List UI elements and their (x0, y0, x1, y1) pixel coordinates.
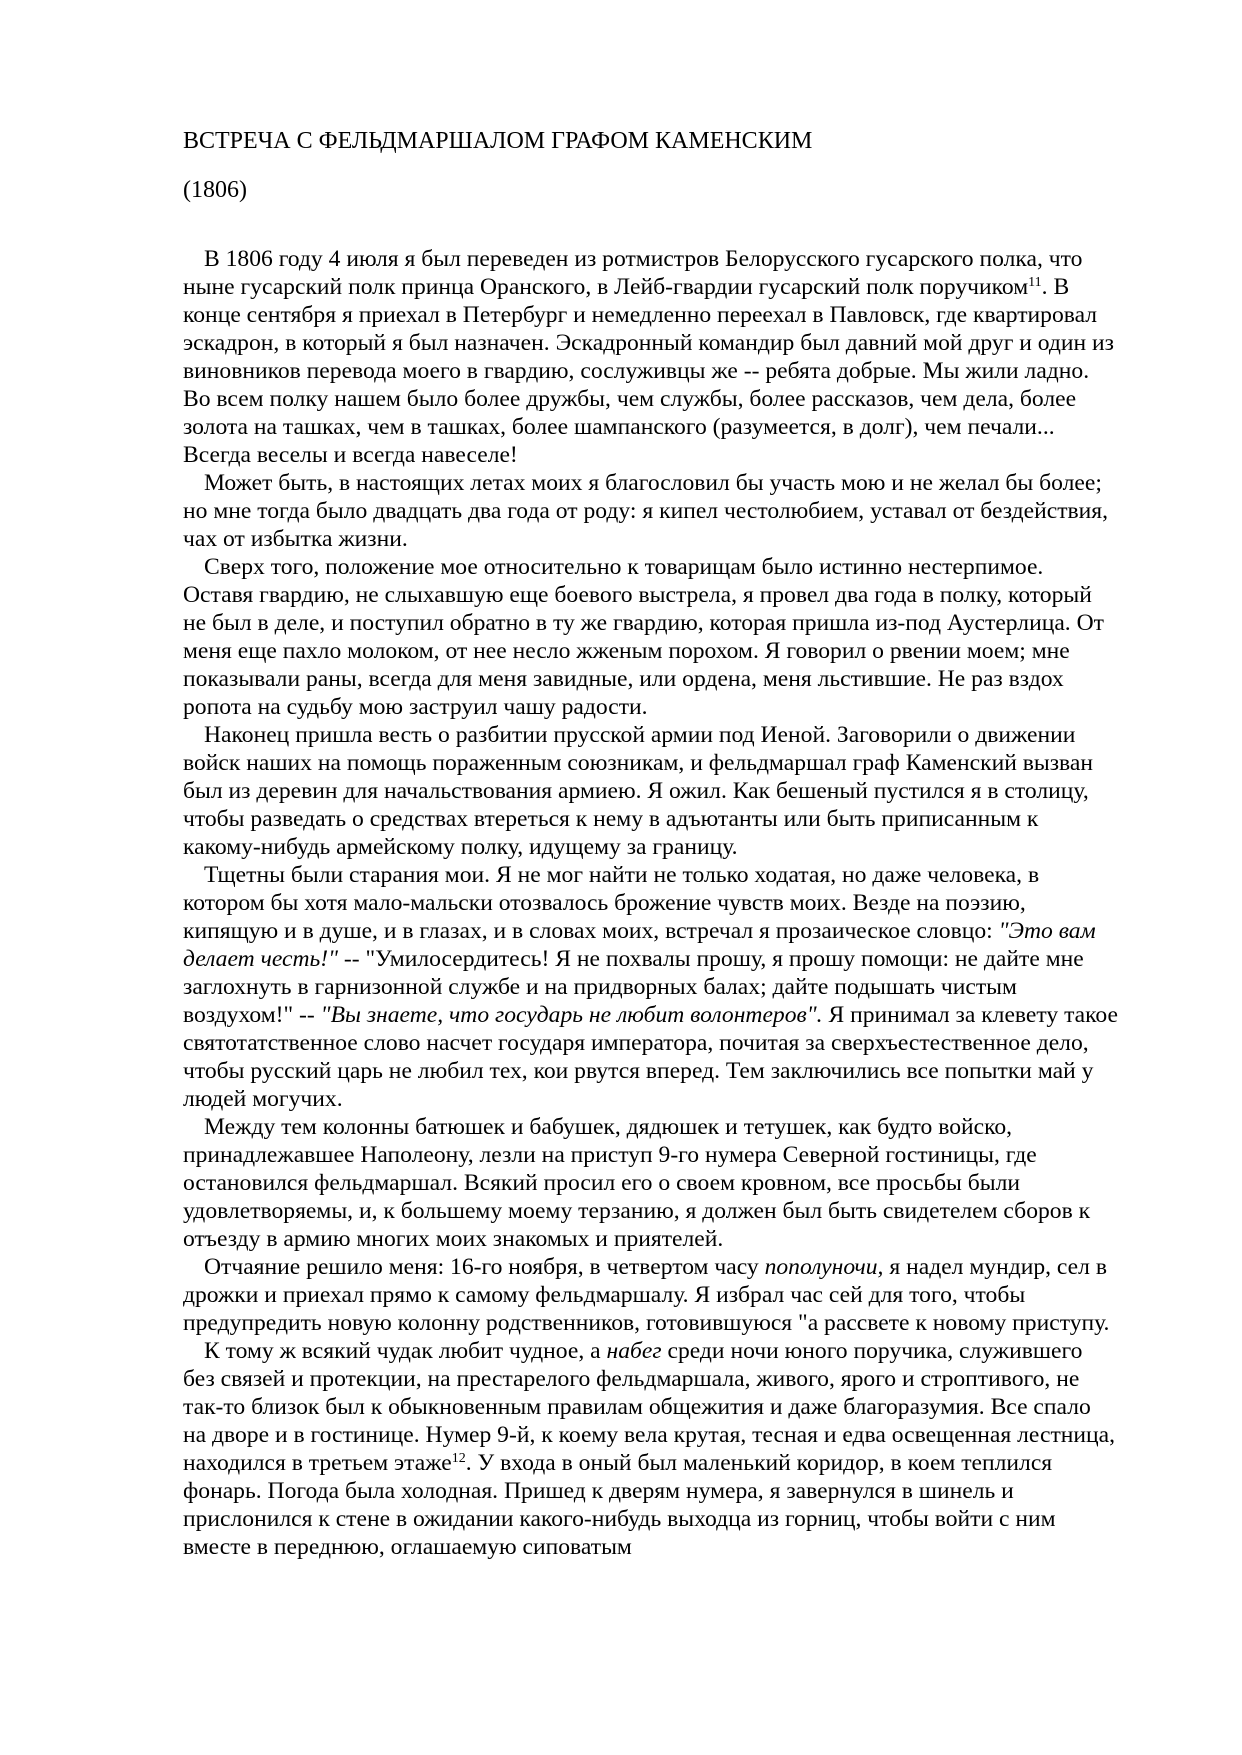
paragraph-8-text-a: К тому ж всякий чудак любит чудное, а (204, 1338, 607, 1364)
paragraph-1-text-a: В 1806 году 4 июля я был переведен из ротмистров Белорусского гусарского полка, что ныне гусарский полк принца Оранского, в Лейб-гвардии гусарский полк поручиком (183, 246, 1083, 300)
paragraph-7-text-a: Отчаяние решило меня: 16-го ноября, в четвертом часу (204, 1254, 765, 1280)
footnote-ref-11: 11 (1028, 275, 1042, 290)
paragraph-2: Может быть, в настоящих летах моих я благословил бы участь мою и не желал бы более; но мне тогда было двадцать два года от роду: я кипел честолюбием, уставал от бездействия, чах от избытка жизни. (183, 470, 1109, 552)
paragraph-6: Между тем колонны батюшек и бабушек, дядюшек и тетушек, как будто войско, принадлежавшее Наполеону, лезли на приступ 9-го нумера Северной гостиницы, где остановился фельдмаршал. Всякий просил его о своем кровном, все просьбы были удовлетворяемы, и, к большему моему терзанию, я должен был быть свидетелем сборов к отъезду в армию многих моих знакомых и приятелей. (183, 1114, 1091, 1252)
paragraph-5-text-c: Я принимал за клевету такое святотатственное слово насчет государя императора, почитая за сверхъестественное дело, чтобы русский царь не любил тех, кои рвутся вперед. Тем заключились все попытки май у людей могучих. (183, 1002, 1118, 1112)
paragraph-8-text-c: . У входа в оный был маленький коридор, в коем теплился фонарь. Погода была холодная. Пришед к дверям нумера, я завернулся в шинель и прислонился к стене в ожидании какого-нибудь выходца из горниц, чтобы войти с ним вместе в переднюю, оглашаемую сиповатым (183, 1450, 1056, 1560)
paragraph-7-italic-1: пополуночи, (764, 1254, 884, 1280)
paragraph-7-text-b: я надел мундир, сел в дрожки и приехал прямо к самому фельдмаршалу. Я избрал час сей для того, чтобы предупредить новую колонну родственников, готовившуюся "а рассвете к новому приступу. (183, 1254, 1110, 1336)
paragraph-5-italic-1: "Это вам делает честь!" (183, 918, 1096, 972)
paragraph-7 (183, 1253, 1118, 1337)
paragraph-1-text-b: . В конце сентября я приехал в Петербург и немедленно переехал в Павловск, где квартировал эскадрон, в который я был назначен. Эскадронный командир был давний мой друг и один из виновников перевода моего в гвардию, сослуживцы же -- ребята добрые. Мы жили ладно. Во всем полку нашем было более дружбы, чем службы, более рассказов, чем дела, более золота на ташках, чем в ташках, более шампанского (разумеется, в долг), чем печали... Всегда веселы и всегда навеселе! (183, 274, 1115, 468)
paragraph-8-italic-1: набег (606, 1338, 662, 1364)
paragraph-5-text-b: -- "Умилосердитесь! Я не похвалы прошу, я прошу помощи: не дайте мне заглохнуть в гарнизонной службе и на придворных балах; дайте подышать чистым воздухом!" -- (183, 946, 1084, 1028)
paragraph-1 (183, 245, 1118, 469)
document-body (183, 245, 1118, 1561)
paragraph-8-text-b: среди ночи юного поручика, служившего без связей и протекции, на престарелого фельдмаршала, живого, ярого и строптивого, не так-то близок был к обыкновенным правилам общежития и даже благоразумия. Все спало на дворе и в гостинице. Нумер 9-й, к коему вела крутая, тесная и едва освещенная лестница, находился в третьем этаже (183, 1338, 1116, 1476)
paragraph-5-text-a: Тщетны были старания мои. Я не мог найти не только ходатая, но даже человека, в котором бы хотя мало-мальски отозвалось брожение чувств моих. Везде на поэзию, кипящую и в душе, и в глазах, и в словах моих, встречал я прозаическое словцо: (183, 862, 1040, 944)
paragraph-3: Сверх того, положение мое относительно к товарищам было истинно нестерпимое. Оставя гвардию, не слыхавшую еще боевого выстрела, я провел два года в полку, который не был в деле, и поступил обратно в ту же гвардию, которая пришла из-под Аустерлица. От меня еще пахло молоком, от нее несло жженым порохом. Я говорил о рвении моем; мне показывали раны, всегда для меня завидные, или ордена, меня льстившие. Не раз вздох ропота на судьбу мою заструил чашу радости. (183, 554, 1104, 720)
paragraph-8 (183, 1337, 1118, 1561)
paragraph-5-italic-2: "Вы знаете, что государь не любит волонтеров". (320, 1002, 823, 1028)
document-title: ВСТРЕЧА С ФЕЛЬДМАРШАЛОМ ГРАФОМ КАМЕНСКИМ (183, 128, 813, 154)
footnote-ref-12: 12 (451, 1451, 466, 1466)
paragraph-5 (183, 861, 1118, 1113)
paragraph-4: Наконец пришла весть о разбитии прусской армии под Иеной. Заговорили о движении войск наших на помощь пораженным союзникам, и фельдмаршал граф Каменский вызван был из деревин для начальствования армиею. Я ожил. Как бешеный пустился я в столицу, чтобы разведать о средствах втереться к нему в адъютанты или быть приписанным к какому-нибудь армейскому полку, идущему за границу. (183, 722, 1093, 860)
document-year: (1806) (183, 177, 247, 203)
